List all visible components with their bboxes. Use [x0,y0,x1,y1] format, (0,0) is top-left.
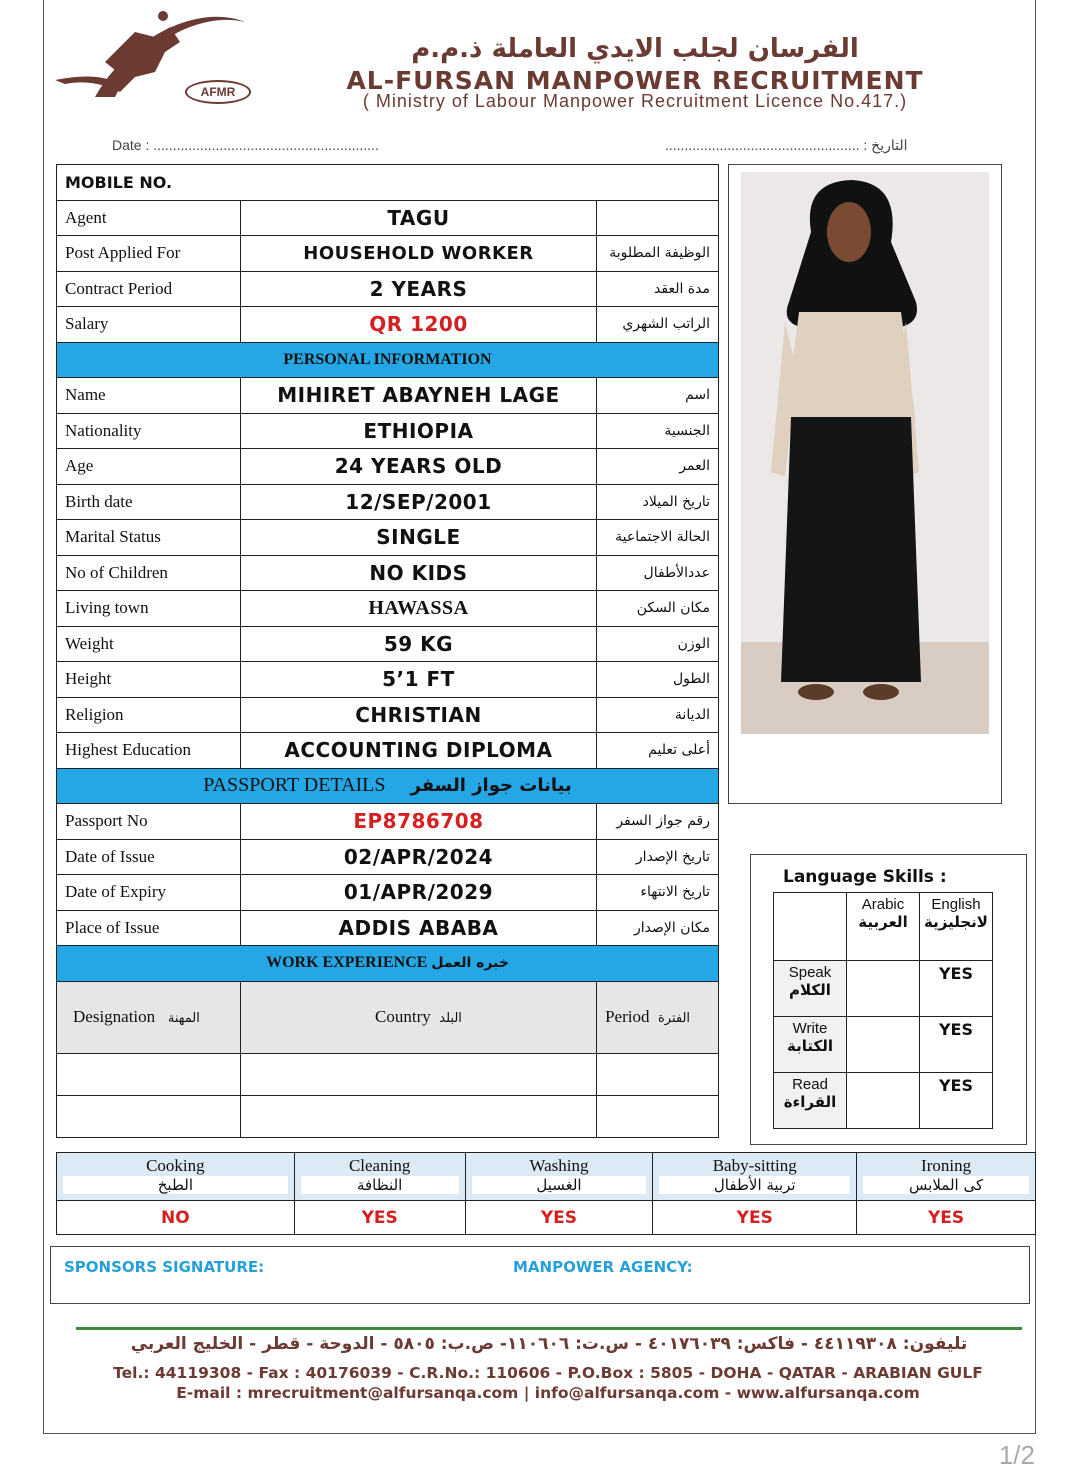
col-label-arabic: البلد [439,1011,462,1026]
table-row [774,961,993,1017]
personal-info-header: PERSONAL INFORMATION [57,342,719,378]
language-skills-title: Language Skills : [783,867,947,887]
field-value: MIHIRET ABAYNEH LAGE [240,378,596,414]
col-label-arabic: الفترة [657,1011,691,1026]
field-value: ADDIS ABABA [240,910,596,946]
language-skills-box [750,854,1027,1145]
skills-header-row [57,1153,1036,1201]
table-row [57,733,719,769]
col-label-arabic: لانجليزية [924,913,988,931]
field-label-arabic: مدة العقد [597,271,719,307]
english-level: YES [920,1017,993,1073]
field-label: Name [57,378,241,414]
col-label-arabic: العربية [858,913,908,931]
table-row [57,804,719,840]
photo-frame [728,164,1002,804]
field-label-arabic: تاريخ الإصدار [597,839,719,875]
table-row [57,591,719,627]
field-label: Weight [57,626,241,662]
field-label: Agent [57,200,241,236]
table-row [57,200,719,236]
date-label-arabic: التاريخ : .................................................. [665,137,908,153]
table-row [57,875,719,911]
field-label-arabic: الطول [597,662,719,698]
company-name: AL-FURSAN MANPOWER RECRUITMENT [346,66,924,95]
field-label-arabic: رقم جواز السفر [597,804,719,840]
passport-header-label: PASSPORT DETAILS [203,774,386,797]
table-row [57,449,719,485]
table-row [57,555,719,591]
field-label-arabic: الوزن [597,626,719,662]
field-value: 01/APR/2029 [240,875,596,911]
field-label: Religion [57,697,241,733]
field-label-arabic: تاريخ الميلاد [597,484,719,520]
col-label: Arabic [861,896,905,913]
field-label-arabic: الراتب الشهري [597,307,719,343]
col-period [597,981,719,1053]
col-designation [57,981,241,1053]
footer-email: E-mail : mrecruitment@alfursanqa.com | info@alfursanqa.com - www.alfursanqa.com [176,1384,920,1402]
row-label: Read [792,1076,828,1093]
footer-contacts: Tel.: 44119308 - Fax : 40176039 - C.R.No.: 110606 - P.O.Box : 5805 - DOHA - QATAR - ARABIAN GULF [113,1364,983,1382]
company-name-arabic: الفرسان لجلب الايدي العاملة ذ.م.م [411,34,859,64]
field-label-arabic: مكان الإصدار [597,910,719,946]
field-label: Passport No [57,804,241,840]
col-label-arabic: المهنة [167,1011,200,1026]
field-label: Post Applied For [57,236,241,272]
field-label-arabic: اسم [597,378,719,414]
row-label: Write [792,1020,828,1037]
table-row [57,236,719,272]
field-label: Salary [57,307,241,343]
arabic-level [847,1017,920,1073]
skill-value: YES [465,1201,653,1235]
col-country [240,981,596,1053]
table-row [57,271,719,307]
table-row [774,1017,993,1073]
passport-details-header [57,768,719,804]
col-label: Designation [73,1007,156,1026]
manpower-agency-label: MANPOWER AGENCY: [513,1258,693,1276]
table-row [774,1073,993,1129]
col-arabic [847,893,920,961]
field-label: Highest Education [57,733,241,769]
field-value: CHRISTIAN [240,697,596,733]
field-value: ACCOUNTING DIPLOMA [240,733,596,769]
skill-cleaning: Cleaning النظافة [294,1153,465,1201]
footer-divider [76,1327,1022,1330]
col-english [920,893,993,961]
field-label: Marital Status [57,520,241,556]
work-columns-row [57,981,719,1053]
passport-header-label-arabic: بيانات جواز السفر [410,775,572,797]
language-skills-table [773,892,993,1129]
field-value: NO KIDS [240,555,596,591]
arabic-level [847,1073,920,1129]
passport-number-value: EP8786708 [240,804,596,840]
skill-cooking: Cooking الطبخ [57,1153,295,1201]
table-row [774,893,993,961]
english-level: YES [920,961,993,1017]
field-label: Living town [57,591,241,627]
field-label: Date of Expiry [57,875,241,911]
field-label-arabic: العمر [597,449,719,485]
footer-arabic: تليفون: ٤٤١١٩٣٠٨ - فاكس: ٤٠١٧٦٠٣٩ - س.ت: ١١٠٦٠٦- ص.ب: ٥٨٠٥ - الدوحة - قطر - الخليج العربي [130,1334,968,1354]
table-row [57,626,719,662]
field-value: 59 KG [240,626,596,662]
salary-value: QR 1200 [240,307,596,343]
field-value: HOUSEHOLD WORKER [240,236,596,272]
skill-value: YES [653,1201,857,1235]
mobile-label: MOBILE NO. [57,165,719,201]
field-label-arabic: عددالأطفال [597,555,719,591]
field-value: SINGLE [240,520,596,556]
col-label: Period [605,1007,650,1026]
row-label-arabic: القراءة [783,1093,837,1111]
field-value: HAWASSA [240,591,596,627]
field-value: 2 YEARS [240,271,596,307]
skill-washing: Washing الغسيل [465,1153,653,1201]
date-label: Date : .......................................................... [112,137,379,153]
applicant-photo [741,172,989,734]
field-label-arabic: أعلى تعليم [597,733,719,769]
field-label-arabic: الديانة [597,697,719,733]
table-row [57,484,719,520]
row-label-arabic: الكتابة [787,1037,833,1055]
table-row [57,662,719,698]
table-row [57,307,719,343]
field-label-arabic: الجنسية [597,413,719,449]
field-label: Nationality [57,413,241,449]
field-label: No of Children [57,555,241,591]
field-label: Height [57,662,241,698]
sponsor-signature-label: SPONSORS SIGNATURE: [64,1258,265,1276]
field-label: Birth date [57,484,241,520]
skill-baby-sitting: Baby-sitting تربية الأطفال [653,1153,857,1201]
row-label: Speak [788,964,832,981]
skill-value: YES [294,1201,465,1235]
row-label-arabic: الكلام [789,981,831,999]
table-row [57,697,719,733]
field-label-arabic: مكان السكن [597,591,719,627]
skill-value: NO [57,1201,295,1235]
field-label-arabic [597,200,719,236]
work-header-label: WORK EXPERIENCE [266,954,428,972]
field-label: Date of Issue [57,839,241,875]
work-header-label-arabic: خبره العمل [431,955,509,972]
table-row [57,413,719,449]
col-label: Country [375,1007,431,1026]
field-label: Age [57,449,241,485]
table-row [57,520,719,556]
field-label: Place of Issue [57,910,241,946]
applicant-details-table [56,164,719,1138]
skills-values-row [57,1201,1036,1235]
field-value: ETHIOPIA [240,413,596,449]
arabic-level [847,961,920,1017]
field-value: 5’1 FT [240,662,596,698]
skill-ironing: Ironing كى الملابس [857,1153,1036,1201]
field-label-arabic: الحالة الاجتماعية [597,520,719,556]
field-label-arabic: الوظيفة المطلوبة [597,236,719,272]
household-skills-table [56,1152,1036,1235]
page-number: 1/2 [998,1440,1035,1470]
signature-box [50,1246,1030,1304]
afmr-badge: AFMR [185,80,251,104]
col-label: English [931,896,981,913]
field-label: Contract Period [57,271,241,307]
table-row [57,910,719,946]
field-value: TAGU [240,200,596,236]
table-row [57,378,719,414]
table-row [57,1053,719,1095]
table-row [57,839,719,875]
field-value: 02/APR/2024 [240,839,596,875]
work-experience-header [57,946,719,982]
table-row [57,1095,719,1137]
skill-value: YES [857,1201,1036,1235]
field-label-arabic: تاريخ الانتهاء [597,875,719,911]
english-level: YES [920,1073,993,1129]
licence-line: ( Ministry of Labour Manpower Recruitment Licence No.417.) [362,91,908,111]
field-value: 24 YEARS OLD [240,449,596,485]
field-value: 12/SEP/2001 [240,484,596,520]
